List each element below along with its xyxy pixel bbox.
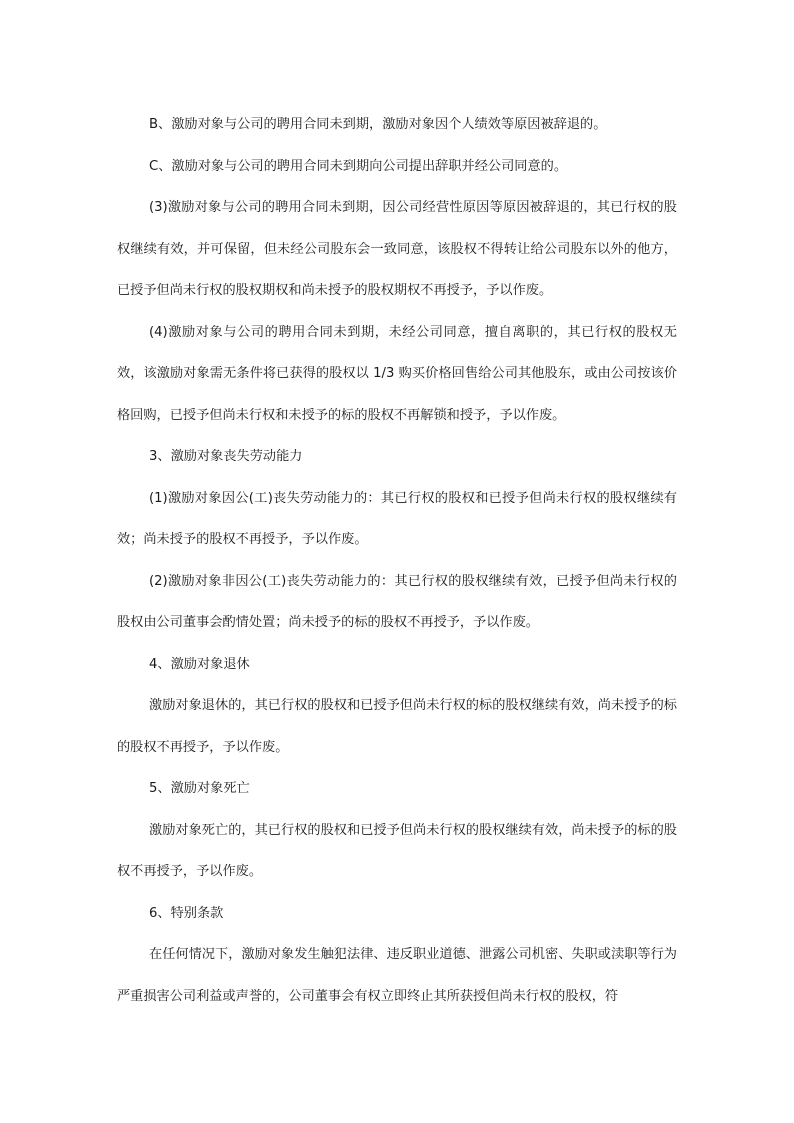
paragraph-death: 激励对象死亡的，其已行权的股权和已授予但尚未行权的股权继续有效，尚未授予的标的股权不再授予，予以作废。 [117, 822, 677, 879]
section-heading-death: 5、激励对象死亡 [149, 781, 250, 796]
paragraph-retirement: 激励对象退休的，其已行权的股权和已授予但尚未行权的标的股权继续有效，尚未授予的标的股权不再授予，予以作废。 [117, 698, 677, 755]
section-heading-disability: 3、激励对象丧失劳动能力 [149, 449, 303, 464]
paragraph-disability-work-related: (1)激励对象因公(工)丧失劳动能力的：其已行权的股权和已授予但尚未行权的股权继续有效；尚未授予的股权不再授予，予以作废。 [117, 490, 677, 547]
paragraph-3-dismissal-business: (3)激励对象与公司的聘用合同未到期，因公司经营性原因等原因被辞退的，其已行权的股权继续有效，并可保留，但未经公司股东会一致同意，该股权不得转让给公司股东以外的他方，已授予但尚未行权的股权期权和尚未授予的股权期权不再授予，予以作废。 [117, 200, 677, 298]
section-heading-retirement: 4、激励对象退休 [149, 656, 250, 672]
section-heading-special-terms: 6、特别条款 [149, 905, 224, 921]
paragraph-c-resignation-approved: C、激励对象与公司的聘用合同未到期向公司提出辞职并经公司同意的。 [149, 158, 568, 174]
paragraph-special-terms: 在任何情况下，激励对象发生触犯法律、违反职业道德、泄露公司机密、失职或渎职等行为严重损害公司利益或声誉的，公司董事会有权立即终止其所获授但尚未行权的股权，符 [117, 947, 677, 1004]
paragraph-b-dismissal-performance: B、激励对象与公司的聘用合同未到期，激励对象因个人绩效等原因被辞退的。 [149, 117, 607, 132]
paragraph-disability-non-work: (2)激励对象非因公(工)丧失劳动能力的：其已行权的股权继续有效，已授予但尚未行权的股权由公司董事会酌情处置；尚未授予的标的股权不再授予，予以作废。 [117, 573, 677, 630]
document-body [117, 104, 677, 1017]
paragraph-4-unauthorized-leave: (4)激励对象与公司的聘用合同未到期，未经公司同意，擅自离职的，其已行权的股权无效，该激励对象需无条件将已获得的股权以 1/3 购买价格回售给公司其他股东，或由公司按该价格回购，已授予但尚未行权和未授予的标的股权不再解锁和授予，予以作废。 [117, 324, 677, 423]
